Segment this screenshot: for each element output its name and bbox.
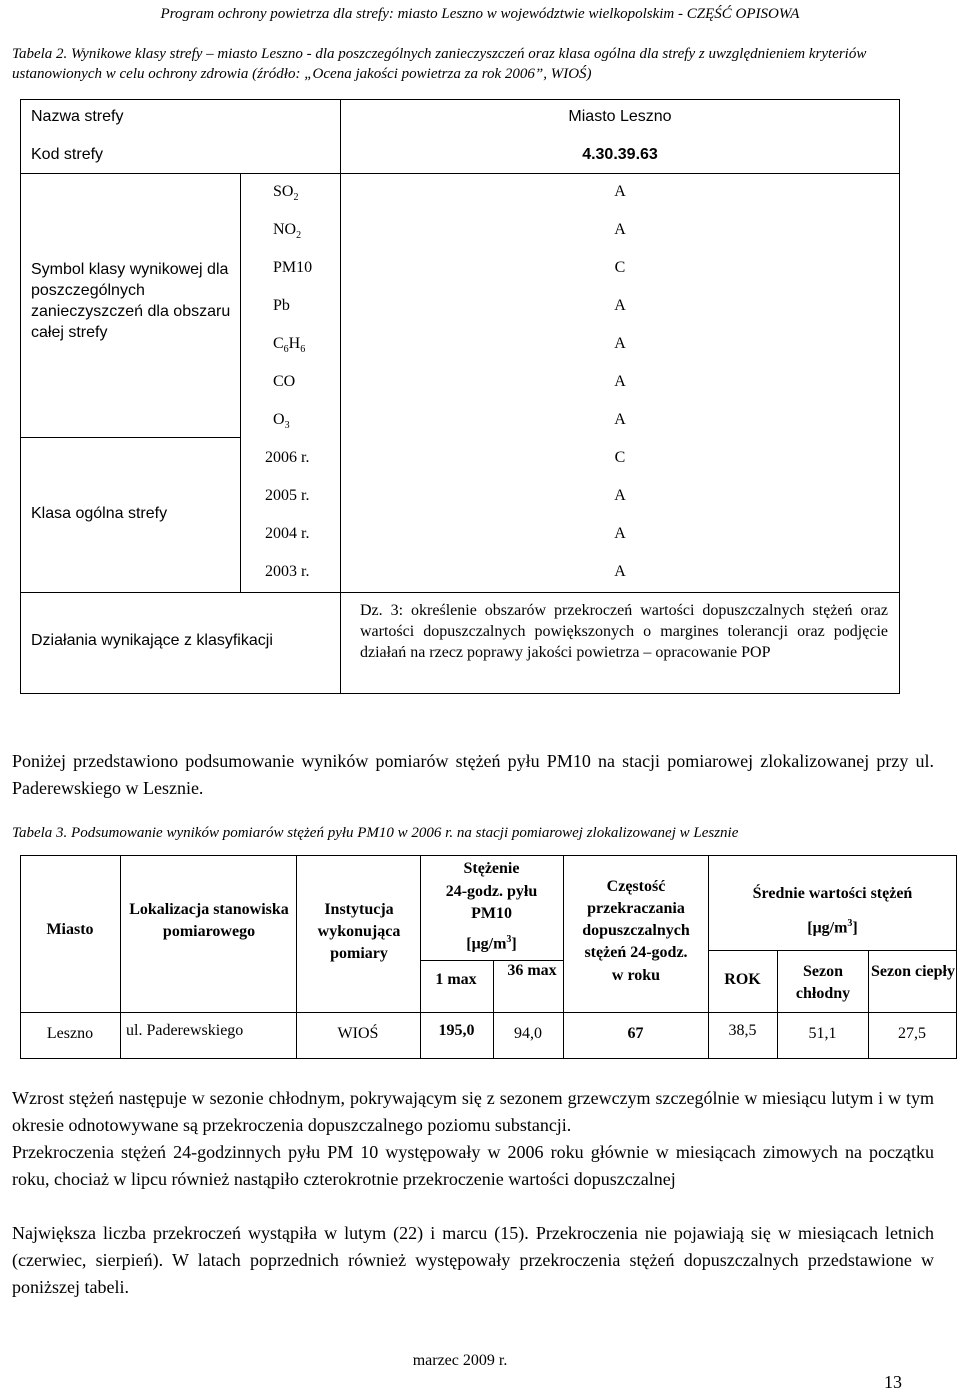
- pollutant-class: C: [614, 259, 626, 276]
- pollutant-class: A: [614, 335, 626, 352]
- header-sezon-chlodny: Sezon chłodny: [795, 963, 851, 1002]
- paragraph-3: Największa liczba przekroczeń wystąpiła w lutym (22) i marcu (15). Przekroczenia nie pojawiają się w miesiącach letnich (czerwiec, sierpień). W latach poprzednich również występowały przekroczenia stężeń dopuszczalnych przedstawione w poniższej tabeli.: [12, 1223, 934, 1297]
- header-lokalizacja: Lokalizacja stanowiska pomiarowego: [129, 901, 289, 940]
- paragraph-1: Wzrost stężeń następuje w sezonie chłodnym, pokrywającym się z sezonem grzewczym szczególnie w miesiącu lutym i w tym okresie odnotowywane są przekroczenia dopuszczalnego poziomu substancji.: [12, 1088, 934, 1135]
- pollutant-name: $C_6H_6$: [273, 335, 306, 356]
- table2-caption: Tabela 2. Wynikowe klasy strefy – miasto Leszno - dla poszczególnych zanieczyszczeń oraz klasa ogólna dla strefy z uwzględnieniem kryteriów ustanowionych w celu ochrony zdrowia (źródło: „Ocena jakości powietrza za rok 2006”, WIOŚ): [12, 46, 867, 82]
- cell-sezon-cieply: 27,5: [898, 1025, 926, 1042]
- pollutant-class: A: [614, 221, 626, 238]
- year-class: A: [614, 487, 626, 504]
- year-label: 2003 r.: [265, 563, 310, 580]
- header-srednie: Średnie wartości stężeń $[\mu g/m^3]$: [752, 885, 913, 937]
- zone-name-value: Miasto Leszno: [568, 108, 672, 125]
- header-rok: ROK: [724, 971, 761, 988]
- cell-36max: 94,0: [514, 1025, 542, 1042]
- cell-1max: 195,0: [438, 1022, 475, 1039]
- pollutant-class: A: [614, 411, 626, 428]
- pollutant-name: Pb: [273, 297, 290, 314]
- year-class: C: [614, 449, 626, 466]
- pollutant-class: A: [614, 297, 626, 314]
- header-instytucja: Instytucja wykonująca pomiary: [317, 901, 401, 962]
- year-class: A: [614, 563, 626, 580]
- year-label: 2004 r.: [265, 525, 310, 542]
- pollutant-name: $NO_2$: [273, 221, 302, 242]
- header-1max: 1 max: [435, 971, 477, 988]
- pollutant-name: CO: [273, 373, 296, 390]
- actions-label: Działania wynikające z klasyfikacji: [31, 632, 273, 649]
- pollutant-name: $O_3$: [273, 411, 290, 432]
- cell-miasto: Leszno: [46, 1025, 94, 1042]
- table3-caption: Tabela 3. Podsumowanie wyników pomiarów stężeń pyłu PM10 w 2006 r. na stacji pomiarowej zlokalizowanej w Lesznie: [12, 825, 739, 841]
- cell-lokalizacja: ul. Paderewskiego: [126, 1022, 244, 1039]
- header-w-roku: w roku: [611, 967, 661, 984]
- actions-text: Dz. 3: określenie obszarów przekroczeń wartości dopuszczalnych stężeń oraz wartości dopuszczalnych powiększonych o margines tolerancji oraz podjęcie działań na rzecz poprawy jakości powietrza – opracowanie POP: [360, 602, 888, 661]
- symbol-label: Symbol klasy wynikowej dla poszczególnych zanieczyszczeń dla obszaru całej strefy: [31, 261, 231, 341]
- page-number: 13: [884, 1372, 902, 1392]
- year-label: 2006 r.: [265, 449, 310, 466]
- cell-instytucja: WIOŚ: [337, 1025, 379, 1042]
- page-header: Program ochrony powietrza dla strefy: miasto Leszno w województwie wielkopolskim - CZĘŚĆ OPISOWA: [160, 6, 800, 22]
- header-miasto: Miasto: [46, 921, 94, 938]
- cell-sezon-chlodny: 51,1: [808, 1025, 837, 1042]
- pollutant-name: $SO_2$: [273, 183, 299, 204]
- general-class-label: Klasa ogólna strefy: [31, 505, 168, 522]
- paragraph-2: Przekroczenia stężeń 24-godzinnych pyłu PM 10 występowały w 2006 roku głównie w miesiącach zimowych na początku roku, chociaż w lipcu również nastąpiło czterokrotnie przekroczenie wartości dopuszczalnej: [12, 1142, 934, 1189]
- header-sezon-cieply: Sezon ciepły: [871, 963, 955, 980]
- header-stezenie: Stężenie 24-godz. pyłu PM10 $[\mu g/m^3]$: [445, 860, 538, 953]
- zone-code-label: Kod strefy: [31, 146, 104, 163]
- year-class: A: [614, 525, 626, 542]
- header-36max: 36 max: [507, 962, 557, 979]
- year-label: 2005 r.: [265, 487, 310, 504]
- pollutant-name: PM10: [273, 259, 313, 276]
- pollutant-class: A: [614, 373, 626, 390]
- zone-code-value: 4.30.39.63: [582, 146, 658, 163]
- header-czestosc: Częstość przekraczania dopuszczalnych stężeń 24-godz.: [582, 878, 690, 961]
- intro-paragraph: Poniżej przedstawiono podsumowanie wyników pomiarów stężeń pyłu PM10 na stacji pomiarowej zlokalizowanej przy ul. Paderewskiego w Lesznie.: [12, 751, 934, 798]
- footer-date: marzec 2009 r.: [412, 1352, 508, 1369]
- pollutant-class: A: [614, 183, 626, 200]
- zone-name-label: Nazwa strefy: [31, 108, 124, 125]
- cell-rok: 38,5: [728, 1022, 757, 1039]
- cell-czestosc: 67: [627, 1025, 644, 1042]
